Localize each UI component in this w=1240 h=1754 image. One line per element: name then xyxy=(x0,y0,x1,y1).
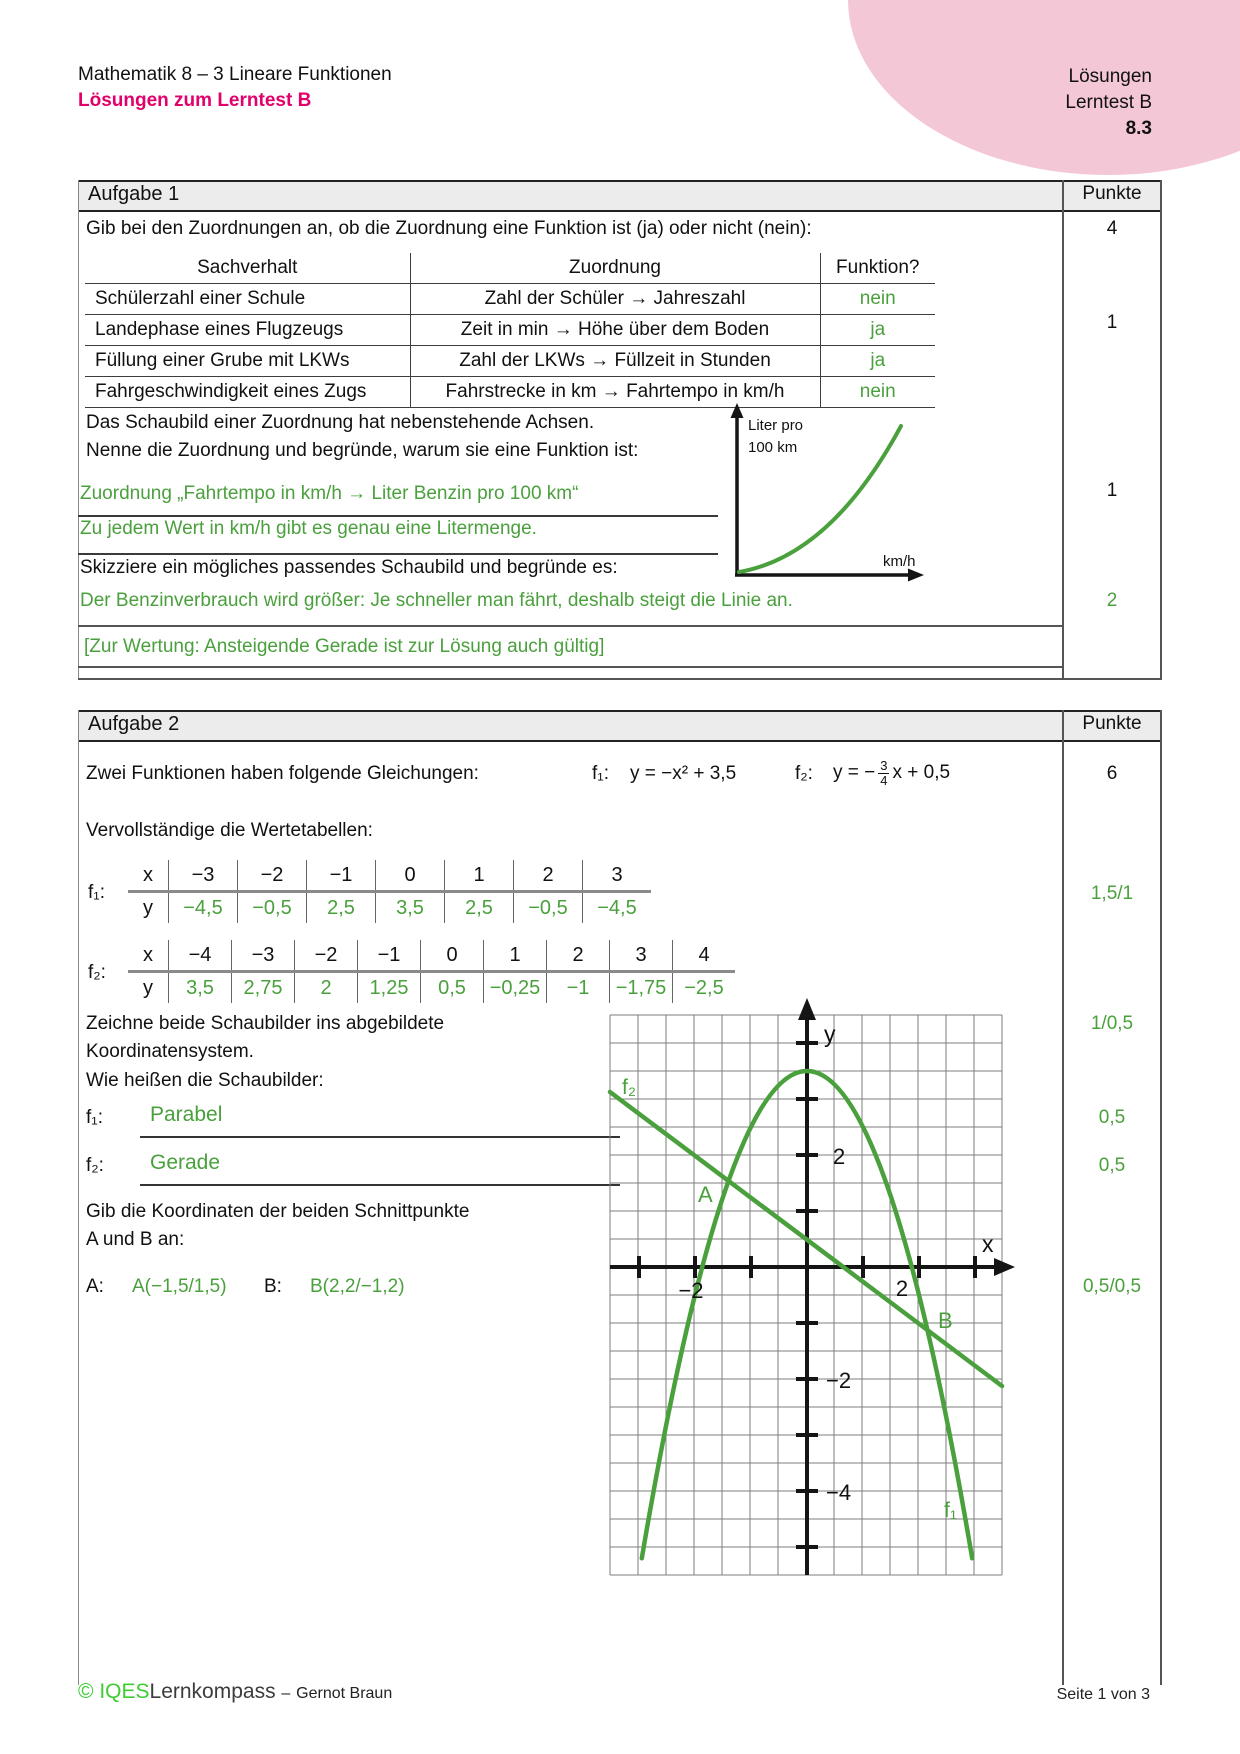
footer-dash: – xyxy=(281,1685,291,1702)
aufgabe2-header-bar xyxy=(78,710,1162,742)
f1-x-header: x xyxy=(128,860,169,892)
fill-tables-instruction: Vervollständige die Wertetabellen: xyxy=(86,820,373,841)
point-b-answer: B(2,2/−1,2) xyxy=(310,1276,405,1297)
page-number: Seite 1 von 3 xyxy=(1056,1686,1150,1703)
fraction-numerator: 3 xyxy=(880,757,888,773)
y-axis-arrow-icon xyxy=(798,998,816,1020)
answer-line-2 xyxy=(78,553,718,555)
zuordnung-answer-points: 1 xyxy=(1106,480,1118,501)
x-tick-label-2: 2 xyxy=(895,1276,909,1301)
aufgabe2-left-border xyxy=(78,710,79,1685)
f2-table-label: f₂: xyxy=(88,962,106,983)
copyright-icon: © xyxy=(78,1680,94,1703)
f2-name-answer: Gerade xyxy=(150,1151,221,1174)
tables-points: 1,5/1 xyxy=(1090,883,1134,904)
point-b-label: B: xyxy=(264,1276,282,1297)
f1-name-answer: Parabel xyxy=(150,1103,223,1126)
row3-answer: ja xyxy=(820,346,935,377)
aufgabe2-points-separator xyxy=(1062,710,1064,1685)
answer-begruendung: Zu jedem Wert in km/h gibt es genau eine Litermenge. xyxy=(80,518,537,539)
y-tick-label-minus2: −2 xyxy=(826,1368,852,1393)
f2-eq-suffix: x + 0,5 xyxy=(892,762,951,783)
intersection-b-label: B xyxy=(938,1308,953,1333)
wertung-box-top xyxy=(78,625,1062,627)
f2-y-row: y 3,5 2,75 2 1,25 0,5 −0,25 −1 −1,75 −2,5 xyxy=(128,972,735,1004)
intersection-question-1: Gib die Koordinaten der beiden Schnittpunkte xyxy=(86,1201,470,1222)
f2-equation xyxy=(833,755,950,791)
col-header-funktion: Funktion? xyxy=(820,253,935,284)
zuordnung-table-header-row xyxy=(85,253,935,284)
header-right-section-number: 8.3 xyxy=(1125,118,1152,139)
footer-author: Gernot Braun xyxy=(296,1685,393,1702)
header-right-loesungen: Lösungen xyxy=(1068,66,1152,87)
point-a-answer: A(−1,5/1,5) xyxy=(132,1276,227,1297)
mini-ylabel-line1: Liter pro xyxy=(748,417,804,434)
f1-name-line xyxy=(140,1136,620,1138)
header-right-lerntest: Lerntest B xyxy=(1065,92,1152,113)
zuordnung-table-points: 1 xyxy=(1106,312,1118,333)
col-header-zuordnung: Zuordnung xyxy=(410,253,820,284)
x-axis-arrow-icon xyxy=(994,1258,1015,1276)
f2-name-label: f₂: xyxy=(86,1155,104,1176)
skizziere-text: Skizziere ein mögliches passendes Schaubild und begründe es: xyxy=(80,557,618,578)
f1-curve-label: f₁ xyxy=(944,1499,957,1522)
f2-curve-label: f₂ xyxy=(622,1076,636,1099)
corner-blob-decoration xyxy=(848,0,1240,175)
row4-answer: nein xyxy=(820,377,935,408)
equations-points: 6 xyxy=(1106,763,1118,784)
header-right-block xyxy=(1065,64,1152,142)
f1-x-row: x −3 −2 −1 0 1 2 3 xyxy=(128,860,651,892)
aufgabe2-right-border xyxy=(1160,710,1162,1685)
page-title: Lösungen zum Lerntest B xyxy=(78,90,312,111)
aufgabe1-header-bar xyxy=(78,180,1162,212)
aufgabe1-question: Gib bei den Zuordnungen an, ob die Zuordnung eine Funktion ist (ja) oder nicht (nein): xyxy=(86,218,812,239)
mini-x-arrow-icon xyxy=(908,569,924,582)
intersection-points: 0,5/0,5 xyxy=(1082,1276,1142,1297)
f2-value-table xyxy=(128,940,735,1003)
f2-y-header: y xyxy=(128,972,169,1004)
wertung-note: [Zur Wertung: Ansteigende Gerade ist zur Lösung auch gültig] xyxy=(84,636,605,657)
row1-answer: nein xyxy=(820,284,935,315)
y-tick-label-2: 2 xyxy=(833,1144,846,1169)
fraction-denominator: 4 xyxy=(880,772,888,788)
footer-lernkompass: Lernkompass xyxy=(149,1680,276,1703)
course-title: Mathematik 8 – 3 Lineare Funktionen xyxy=(78,64,392,85)
answer-skizze: Der Benzinverbrauch wird größer: Je schneller man fährt, deshalb steigt die Linie an. xyxy=(80,590,793,611)
footer-iqes: IQES xyxy=(99,1680,150,1703)
mini-y-arrow-icon xyxy=(731,403,744,418)
point-a-label: A: xyxy=(86,1276,104,1297)
schaubild-text-1: Das Schaubild einer Zuordnung hat nebenstehende Achsen. xyxy=(86,412,595,433)
y-axis-label: y xyxy=(824,1021,836,1047)
answer-zuordnung: Zuordnung „Fahrtempo in km/h → Liter Benzin pro 100 km“ xyxy=(80,483,579,504)
mini-ylabel-line2: 100 km xyxy=(748,439,798,456)
f1-value-table xyxy=(128,860,651,923)
aufgabe1-left-border xyxy=(78,180,79,680)
row2-answer: ja xyxy=(820,315,935,346)
aufgabe1-question-points: 4 xyxy=(1106,218,1118,239)
f2-eq-label: f₂: xyxy=(795,763,813,784)
f1-name-label: f₁: xyxy=(86,1107,103,1128)
table-row xyxy=(85,346,935,377)
answer-line-1 xyxy=(78,515,718,517)
footer-brand xyxy=(78,1680,392,1704)
table-row xyxy=(85,315,935,346)
f1-name-points: 0,5 xyxy=(1098,1107,1126,1128)
aufgabe1-title: Aufgabe 1 xyxy=(88,183,180,205)
row2-zuordnung: Zeit in min → Höhe über dem Boden xyxy=(410,315,820,346)
zuordnung-table xyxy=(85,253,935,408)
f1-table-label: f₁: xyxy=(88,882,105,903)
aufgabe2-title: Aufgabe 2 xyxy=(88,713,180,735)
f1-y-header: y xyxy=(128,892,169,924)
f2-x-header: x xyxy=(128,940,169,972)
row3-zuordnung: Zahl der LKWs → Füllzeit in Stunden xyxy=(410,346,820,377)
f1-y-row: y −4,5 −0,5 2,5 3,5 2,5 −0,5 −4,5 xyxy=(128,892,651,924)
x-tick-label-minus2: −2 xyxy=(678,1278,704,1303)
row2-sachverhalt: Landephase eines Flugzeugs xyxy=(85,315,410,346)
row3-sachverhalt: Füllung einer Grube mit LKWs xyxy=(85,346,410,377)
f2-x-row: x −4 −3 −2 −1 0 1 2 3 4 xyxy=(128,940,735,972)
table-row xyxy=(85,284,935,315)
wertung-box-bottom xyxy=(78,666,1062,668)
intersection-question-2: A und B an: xyxy=(86,1229,185,1250)
row4-zuordnung: Fahrstrecke in km → Fahrtempo in km/h xyxy=(410,377,820,408)
f2-eq-fraction xyxy=(878,759,889,788)
names-question: Wie heißen die Schaubilder: xyxy=(86,1070,324,1091)
mini-xlabel: km/h xyxy=(883,553,916,570)
f1-equation: y = −x² + 3,5 xyxy=(630,763,737,784)
aufgabe1-bottom-border xyxy=(78,678,1162,680)
f2-name-line xyxy=(140,1184,620,1186)
coordinate-system-chart xyxy=(596,998,1016,1582)
aufgabe2-punkte-header: Punkte xyxy=(1082,713,1142,734)
schaubild-text-2: Nenne die Zuordnung und begründe, warum sie eine Funktion ist: xyxy=(86,440,639,461)
row1-zuordnung: Zahl der Schüler → Jahreszahl xyxy=(410,284,820,315)
intersection-a-label: A xyxy=(698,1182,713,1207)
f1-eq-label: f₁: xyxy=(592,763,609,784)
x-axis-label: x xyxy=(982,1231,994,1257)
aufgabe1-punkte-header: Punkte xyxy=(1082,183,1142,204)
draw-points: 1/0,5 xyxy=(1090,1013,1134,1034)
skizze-points: 2 xyxy=(1106,590,1118,611)
fuel-consumption-sketch-chart xyxy=(723,398,933,583)
draw-instruction-1: Zeichne beide Schaubilder ins abgebildete xyxy=(86,1013,445,1034)
f2-name-points: 0,5 xyxy=(1098,1155,1126,1176)
f2-eq-prefix: y = − xyxy=(833,762,876,783)
draw-instruction-2: Koordinatensystem. xyxy=(86,1041,254,1062)
aufgabe2-intro: Zwei Funktionen haben folgende Gleichungen: xyxy=(86,763,479,784)
row4-sachverhalt: Fahrgeschwindigkeit eines Zugs xyxy=(85,377,410,408)
row1-sachverhalt: Schülerzahl einer Schule xyxy=(85,284,410,315)
y-tick-label-minus4: −4 xyxy=(826,1480,852,1505)
col-header-sachverhalt: Sachverhalt xyxy=(85,253,410,284)
